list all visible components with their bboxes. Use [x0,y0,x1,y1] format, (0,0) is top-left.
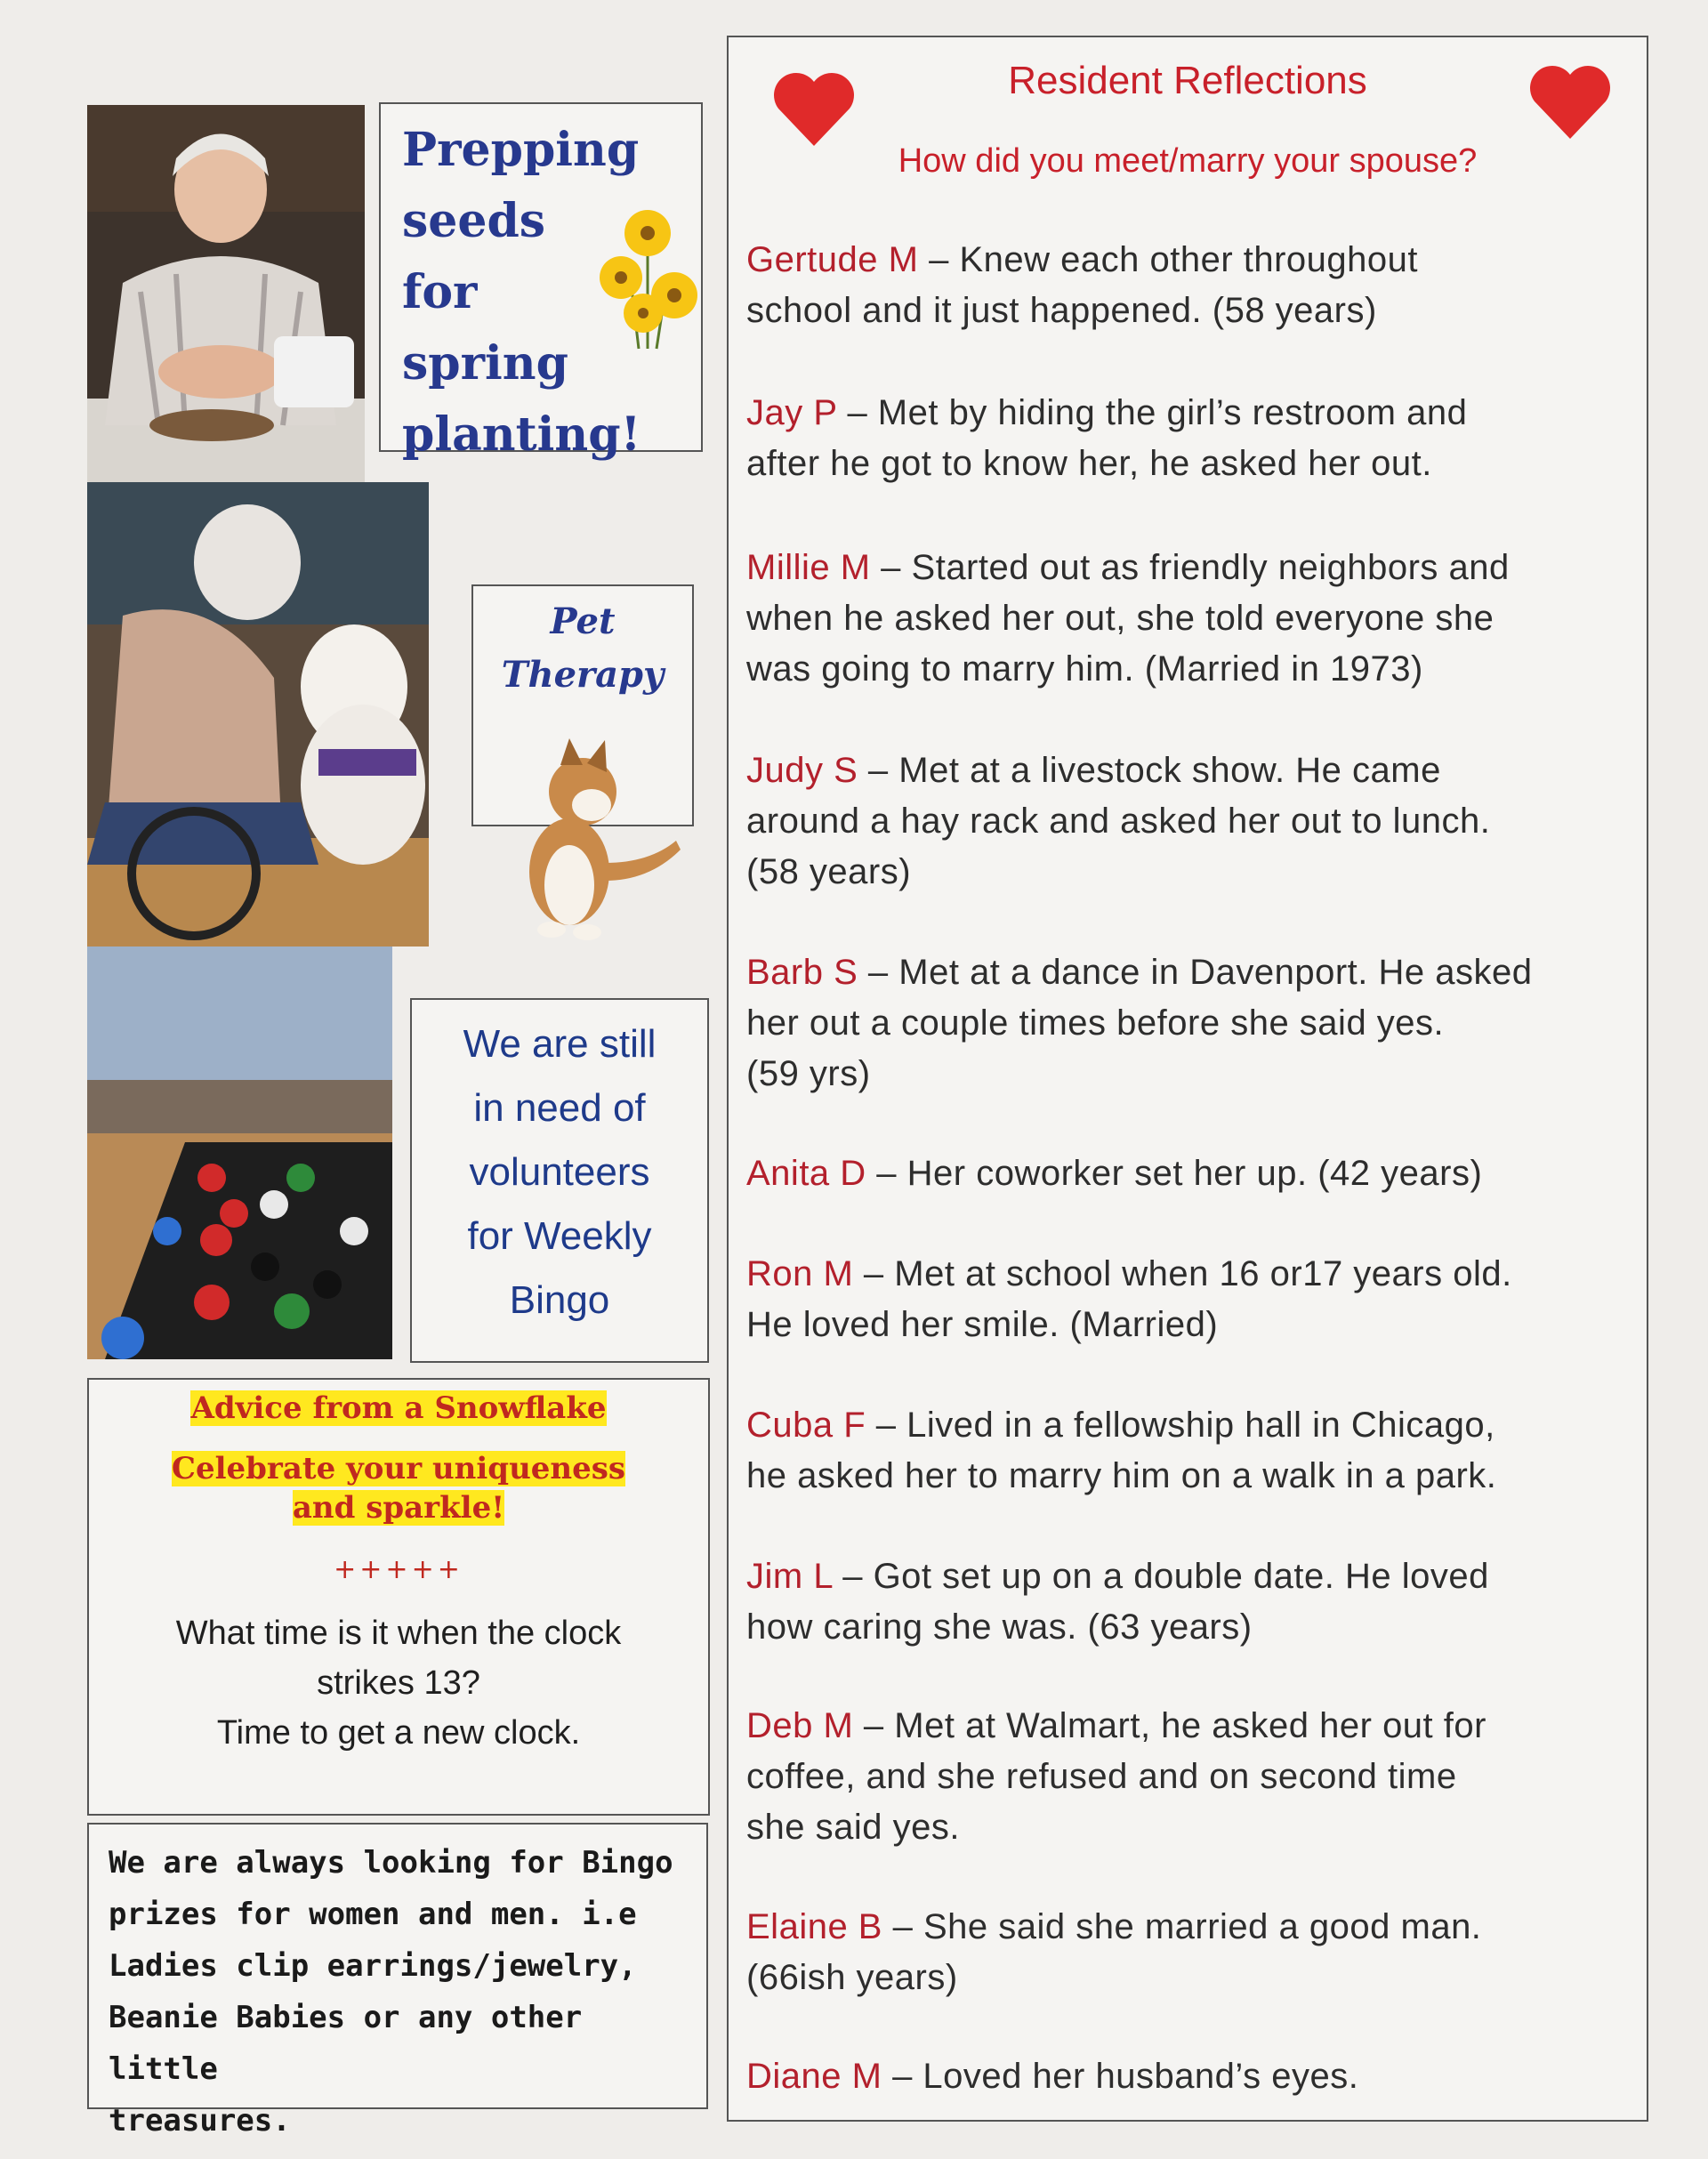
prepping-seeds-box [379,102,703,462]
reflection-text: around a hay rack and asked her out to lunch. [746,802,1491,841]
reflection-text: – Her coworker set her up. (42 years) [866,1154,1483,1193]
reflection-entry [746,543,1600,695]
resident-name: Deb M [746,1706,854,1745]
reflection-entry [746,388,1600,489]
reflection-text: when he asked her out, she told everyone she [746,599,1494,638]
snowflake-line: Celebrate your uniqueness [171,1451,626,1486]
reflection-text: – Lived in a fellowship hall in Chicago, [866,1406,1495,1445]
resident-name: Barb S [746,953,858,992]
snowflake-heading: Advice from a Snowflake [190,1390,607,1426]
reflection-text: – Met at Walmart, he asked her out for [853,1706,1486,1745]
reflections-title: Resident Reflections [1008,59,1367,102]
reflection-entry [746,2051,1600,2102]
joke-question: strikes 13? [317,1664,480,1702]
resident-name: Ron M [746,1254,854,1293]
reflection-text: (59 yrs) [746,1054,871,1093]
reflection-entry [746,1400,1600,1502]
prizes-line: treasures. [109,2103,291,2139]
reflection-entry [746,1902,1600,2003]
resident-name: Millie M [746,548,871,587]
separator: +++++ [334,1554,463,1585]
reflection-text: after he got to know her, he asked her out. [746,444,1432,483]
reflection-text: – Got set up on a double date. He loved [832,1557,1489,1596]
reflection-text: she said yes. [746,1808,960,1847]
reflection-text: her out a couple times before she said yes. [746,1003,1445,1043]
reflection-entry [746,235,1600,336]
reflection-text: how caring she was. (63 years) [746,1607,1253,1647]
prizes-line: prizes for women and men. i.e [109,1897,637,1932]
prizes-line: Ladies clip earrings/jewelry, [109,1948,637,1984]
reflection-entry [746,1551,1600,1653]
resident-reflections-panel [727,36,1648,2122]
volunteers-line: volunteers [469,1150,650,1194]
reflection-text: – Met at a dance in Davenport. He asked [858,953,1533,992]
volunteers-box [410,998,709,1363]
reflection-entry [746,1701,1600,1853]
reflection-text: he asked her to marry him on a walk in a park. [746,1456,1497,1495]
volunteers-line: for Weekly [467,1214,652,1258]
sunflower-icon [594,193,701,353]
reflection-text: – Met by hiding the girl’s restroom and [836,393,1468,432]
prepping-line: Prepping [402,123,640,177]
reflection-text: – Met at school when 16 or17 years old. [853,1254,1512,1293]
prepping-line: spring [402,336,568,391]
reflection-text: – She said she married a good man. [882,1907,1482,1946]
resident-name: Anita D [746,1154,866,1193]
reflection-text: – Met at a livestock show. He came [858,751,1441,790]
resident-name: Diane M [746,2057,882,2096]
snowflake-advice-box [87,1378,710,1816]
puppy-icon [498,729,694,943]
joke-answer: Time to get a new clock. [216,1714,581,1752]
reflection-entry [746,1148,1600,1199]
seed-prep-photo [87,105,365,482]
pet-therapy-photo [87,482,429,947]
reflection-text: coffee, and she refused and on second time [746,1757,1457,1796]
volunteers-line: in need of [473,1086,646,1130]
resident-name: Gertude M [746,240,919,279]
prepping-line: seeds for [402,194,546,319]
reflections-question: How did you meet/marry your spouse? [898,142,1478,180]
prepping-line: planting! [402,407,641,462]
resident-name: Jim L [746,1557,833,1596]
prizes-line: We are always looking for Bingo [109,1845,673,1881]
snowflake-line: and sparkle! [292,1490,505,1526]
prizes-line: Beanie Babies or any other little [109,2000,583,2087]
pet-therapy-line: Pet [550,600,616,642]
reflection-text: He loved her smile. (Married) [746,1305,1219,1344]
reflection-text: – Started out as friendly neighbors and [870,548,1510,587]
resident-name: Elaine B [746,1907,882,1946]
reflection-text: was going to marry him. (Married in 1973) [746,649,1423,689]
reflection-text: – Knew each other throughout [918,240,1419,279]
bingo-prizes-text [89,1825,706,2159]
reflection-text: – Loved her husband’s eyes. [882,2057,1359,2096]
resident-name: Cuba F [746,1406,866,1445]
reflection-text: school and it just happened. (58 years) [746,291,1377,330]
reflection-text: (58 years) [746,852,912,891]
bingo-prizes-box [87,1823,708,2139]
reflection-entry [746,947,1600,1100]
pet-therapy-line: Therapy [501,654,665,696]
resident-name: Judy S [746,751,858,790]
prepping-headline [402,115,641,471]
volunteers-line: Bingo [509,1278,610,1322]
volunteers-text [412,1000,707,1333]
reflection-entry [746,745,1600,898]
bingo-photo [87,947,392,1359]
joke-question: What time is it when the clock [175,1615,622,1652]
reflection-text: (66ish years) [746,1958,958,1997]
volunteers-line: We are still [463,1022,657,1066]
reflection-entry [746,1249,1600,1350]
resident-name: Jay P [746,393,837,432]
